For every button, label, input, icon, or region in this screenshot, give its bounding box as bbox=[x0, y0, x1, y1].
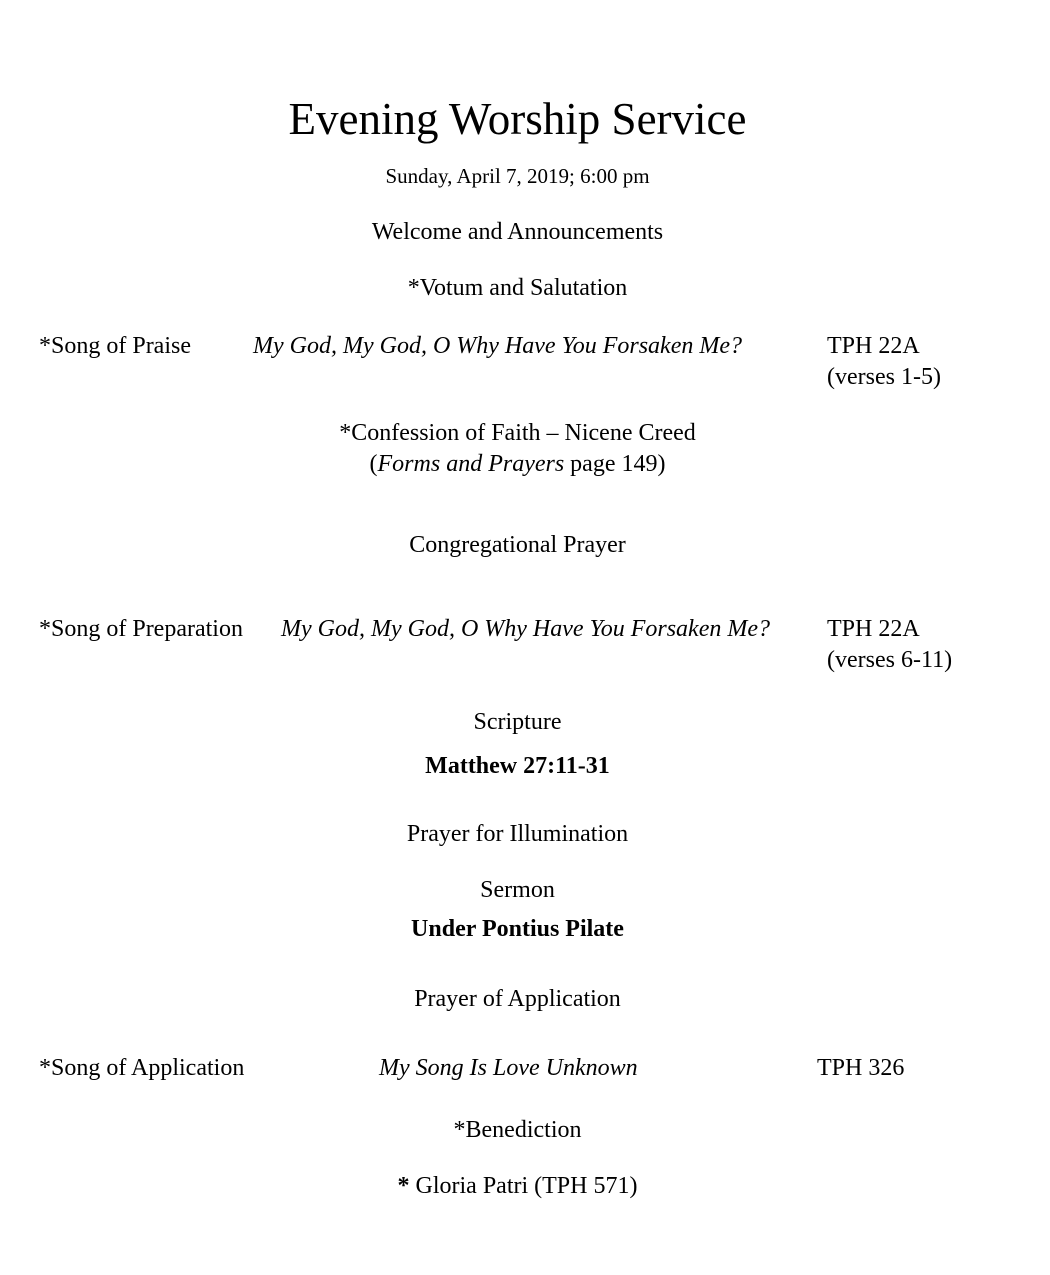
confession-book: Forms and Prayers bbox=[377, 451, 565, 477]
song-of-preparation-label: *Song of Preparation bbox=[39, 616, 243, 642]
song-of-praise-title: My God, My God, O Why Have You Forsaken Me? bbox=[253, 333, 742, 359]
song-of-application-ref: TPH 326 bbox=[817, 1055, 905, 1081]
gloria-star: * bbox=[397, 1173, 410, 1199]
prayer-for-illumination: Prayer for Illumination bbox=[406, 821, 629, 847]
votum-salutation: *Votum and Salutation bbox=[407, 275, 628, 301]
confession-reference bbox=[0, 452, 1035, 476]
song-of-praise-label: *Song of Praise bbox=[39, 333, 191, 359]
welcome-announcements: Welcome and Announcements bbox=[371, 219, 664, 245]
song-of-preparation-ref: TPH 22A bbox=[827, 616, 920, 642]
song-of-praise-verses: (verses 1-5) bbox=[827, 364, 941, 390]
confession-page: page 149) bbox=[564, 451, 666, 477]
sermon-title: Under Pontius Pilate bbox=[411, 916, 624, 942]
benediction: *Benediction bbox=[453, 1117, 582, 1143]
service-date: Sunday, April 7, 2019; 6:00 pm bbox=[385, 164, 650, 188]
confession-open-paren: ( bbox=[369, 451, 378, 477]
song-of-preparation-title: My God, My God, O Why Have You Forsaken Me? bbox=[281, 616, 770, 642]
page-title: Evening Worship Service bbox=[288, 94, 747, 144]
confession-of-faith: *Confession of Faith – Nicene Creed bbox=[339, 420, 696, 446]
song-of-praise-ref: TPH 22A bbox=[827, 333, 920, 359]
gloria-text: Gloria Patri (TPH 571) bbox=[409, 1173, 638, 1199]
sermon-heading: Sermon bbox=[480, 877, 555, 903]
song-of-application-label: *Song of Application bbox=[39, 1055, 245, 1081]
song-of-application-title: My Song Is Love Unknown bbox=[379, 1055, 638, 1081]
song-of-preparation-verses: (verses 6-11) bbox=[827, 647, 953, 673]
scripture-passage: Matthew 27:11-31 bbox=[425, 753, 610, 779]
gloria-patri bbox=[0, 1174, 1035, 1198]
scripture-heading: Scripture bbox=[473, 709, 562, 735]
prayer-of-application: Prayer of Application bbox=[414, 986, 621, 1012]
congregational-prayer: Congregational Prayer bbox=[409, 532, 626, 558]
